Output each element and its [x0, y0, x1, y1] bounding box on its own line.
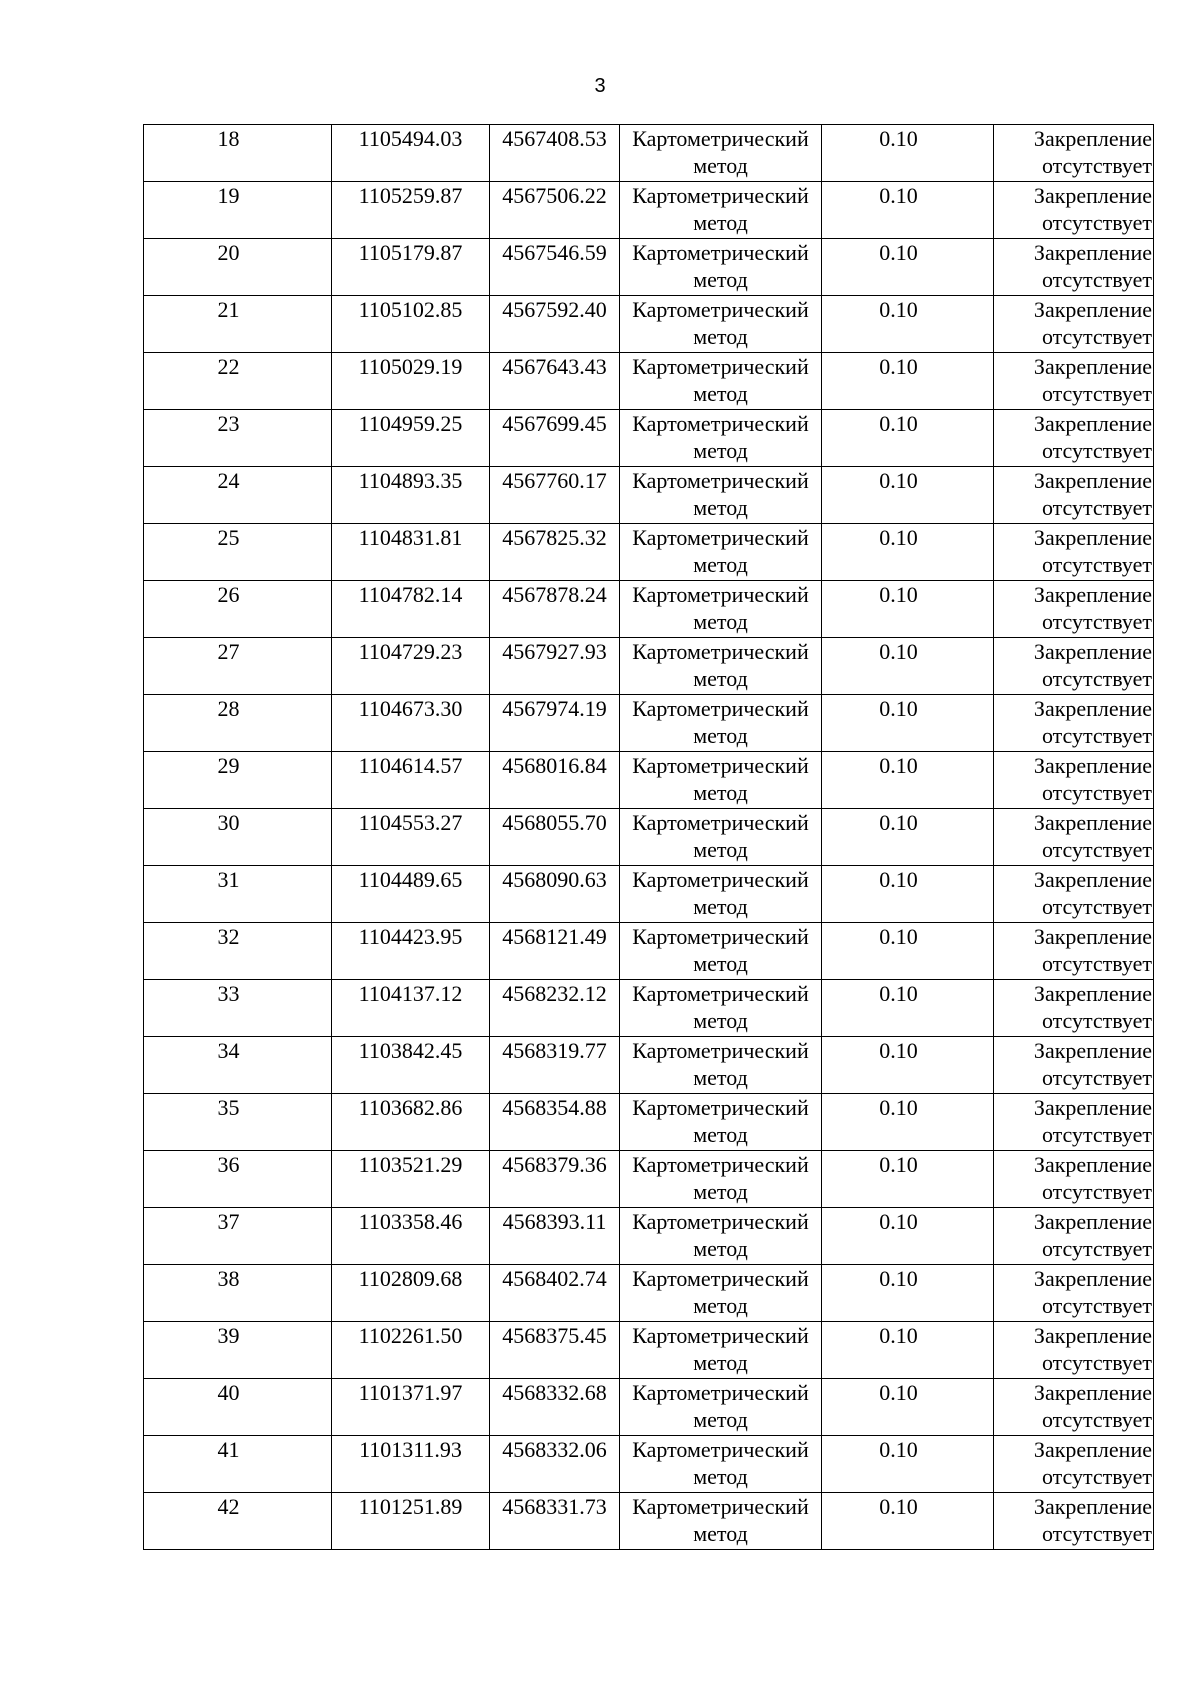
- y-coordinate-cell: 4567974.19: [490, 695, 620, 752]
- y-coordinate-cell: 4567643.43: [490, 353, 620, 410]
- method-cell: [620, 296, 822, 353]
- accuracy-cell: 0.10: [822, 923, 994, 980]
- y-coordinate-cell: 4568055.70: [490, 809, 620, 866]
- fixing-cell: [994, 410, 1154, 467]
- y-coordinate-cell: 4568332.68: [490, 1379, 620, 1436]
- table-row: [144, 1379, 1154, 1436]
- method-line: метод: [693, 1293, 748, 1318]
- table-row: [144, 467, 1154, 524]
- fixing-cell: [994, 239, 1154, 296]
- method-line: Картометрический: [632, 810, 809, 835]
- method-line: метод: [693, 210, 748, 235]
- method-line: метод: [693, 552, 748, 577]
- fixing-cell: [994, 866, 1154, 923]
- fixing-line: отсутствует: [1041, 723, 1152, 748]
- method-cell: [620, 695, 822, 752]
- accuracy-cell: 0.10: [822, 1379, 994, 1436]
- x-coordinate-cell: 1105029.19: [332, 353, 490, 410]
- table-row: [144, 524, 1154, 581]
- method-cell: [620, 410, 822, 467]
- fixing-cell: [994, 467, 1154, 524]
- x-coordinate-cell: 1105259.87: [332, 182, 490, 239]
- method-line: метод: [693, 495, 748, 520]
- method-cell: [620, 1265, 822, 1322]
- fixing-line: отсутствует: [1041, 837, 1152, 862]
- method-cell: [620, 239, 822, 296]
- fixing-line: Закрепление: [1033, 1209, 1152, 1234]
- fixing-cell: [994, 581, 1154, 638]
- point-number-cell: 19: [144, 182, 332, 239]
- y-coordinate-cell: 4568090.63: [490, 866, 620, 923]
- fixing-line: отсутствует: [1041, 780, 1152, 805]
- x-coordinate-cell: 1102261.50: [332, 1322, 490, 1379]
- table-row: [144, 1151, 1154, 1208]
- fixing-line: отсутствует: [1041, 1407, 1152, 1432]
- method-line: Картометрический: [632, 297, 809, 322]
- x-coordinate-cell: 1102809.68: [332, 1265, 490, 1322]
- x-coordinate-cell: 1105102.85: [332, 296, 490, 353]
- fixing-line: Закрепление: [1033, 1437, 1152, 1462]
- y-coordinate-cell: 4567878.24: [490, 581, 620, 638]
- accuracy-cell: 0.10: [822, 125, 994, 182]
- y-coordinate-cell: 4567927.93: [490, 638, 620, 695]
- point-number-cell: 27: [144, 638, 332, 695]
- method-cell: [620, 1094, 822, 1151]
- fixing-line: отсутствует: [1041, 495, 1152, 520]
- y-coordinate-cell: 4568016.84: [490, 752, 620, 809]
- method-line: Картометрический: [632, 924, 809, 949]
- y-coordinate-cell: 4568332.06: [490, 1436, 620, 1493]
- fixing-cell: [994, 752, 1154, 809]
- fixing-line: отсутствует: [1041, 609, 1152, 634]
- accuracy-cell: 0.10: [822, 467, 994, 524]
- accuracy-cell: 0.10: [822, 1493, 994, 1550]
- x-coordinate-cell: 1104673.30: [332, 695, 490, 752]
- y-coordinate-cell: 4567546.59: [490, 239, 620, 296]
- point-number-cell: 31: [144, 866, 332, 923]
- accuracy-cell: 0.10: [822, 752, 994, 809]
- method-cell: [620, 1493, 822, 1550]
- table-row: [144, 581, 1154, 638]
- point-number-cell: 37: [144, 1208, 332, 1265]
- method-cell: [620, 980, 822, 1037]
- method-line: Картометрический: [632, 1380, 809, 1405]
- method-line: Картометрический: [632, 867, 809, 892]
- table-row: [144, 809, 1154, 866]
- accuracy-cell: 0.10: [822, 980, 994, 1037]
- point-number-cell: 24: [144, 467, 332, 524]
- fixing-cell: [994, 524, 1154, 581]
- y-coordinate-cell: 4567592.40: [490, 296, 620, 353]
- x-coordinate-cell: 1105494.03: [332, 125, 490, 182]
- point-number-cell: 18: [144, 125, 332, 182]
- method-cell: [620, 752, 822, 809]
- x-coordinate-cell: 1101311.93: [332, 1436, 490, 1493]
- accuracy-cell: 0.10: [822, 809, 994, 866]
- method-cell: [620, 1151, 822, 1208]
- accuracy-cell: 0.10: [822, 182, 994, 239]
- fixing-line: Закрепление: [1033, 1038, 1152, 1063]
- table-row: [144, 1436, 1154, 1493]
- method-cell: [620, 581, 822, 638]
- fixing-cell: [994, 1493, 1154, 1550]
- fixing-line: отсутствует: [1041, 1521, 1152, 1546]
- y-coordinate-cell: 4568331.73: [490, 1493, 620, 1550]
- method-line: метод: [693, 438, 748, 463]
- table-row: [144, 638, 1154, 695]
- point-number-cell: 39: [144, 1322, 332, 1379]
- fixing-line: Закрепление: [1033, 753, 1152, 778]
- fixing-cell: [994, 182, 1154, 239]
- method-line: Картометрический: [632, 1095, 809, 1120]
- point-number-cell: 29: [144, 752, 332, 809]
- fixing-cell: [994, 1379, 1154, 1436]
- accuracy-cell: 0.10: [822, 866, 994, 923]
- fixing-line: Закрепление: [1033, 297, 1152, 322]
- method-line: Картометрический: [632, 1323, 809, 1348]
- fixing-cell: [994, 1208, 1154, 1265]
- fixing-line: отсутствует: [1041, 951, 1152, 976]
- fixing-line: Закрепление: [1033, 1095, 1152, 1120]
- table-row: [144, 1037, 1154, 1094]
- fixing-line: Закрепление: [1033, 1380, 1152, 1405]
- point-number-cell: 35: [144, 1094, 332, 1151]
- accuracy-cell: 0.10: [822, 410, 994, 467]
- fixing-line: отсутствует: [1041, 210, 1152, 235]
- accuracy-cell: 0.10: [822, 296, 994, 353]
- fixing-line: Закрепление: [1033, 1152, 1152, 1177]
- method-cell: [620, 467, 822, 524]
- method-line: метод: [693, 780, 748, 805]
- y-coordinate-cell: 4568379.36: [490, 1151, 620, 1208]
- fixing-cell: [994, 809, 1154, 866]
- table-body: [144, 125, 1154, 1550]
- point-number-cell: 22: [144, 353, 332, 410]
- y-coordinate-cell: 4568319.77: [490, 1037, 620, 1094]
- x-coordinate-cell: 1103358.46: [332, 1208, 490, 1265]
- method-cell: [620, 638, 822, 695]
- accuracy-cell: 0.10: [822, 1265, 994, 1322]
- x-coordinate-cell: 1104614.57: [332, 752, 490, 809]
- fixing-cell: [994, 1436, 1154, 1493]
- method-line: Картометрический: [632, 753, 809, 778]
- coordinates-table: [143, 124, 1154, 1550]
- method-line: Картометрический: [632, 354, 809, 379]
- method-line: Картометрический: [632, 1266, 809, 1291]
- point-number-cell: 42: [144, 1493, 332, 1550]
- table-row: [144, 1322, 1154, 1379]
- method-cell: [620, 1322, 822, 1379]
- table-row: [144, 410, 1154, 467]
- fixing-line: Закрепление: [1033, 924, 1152, 949]
- accuracy-cell: 0.10: [822, 581, 994, 638]
- fixing-line: Закрепление: [1033, 525, 1152, 550]
- method-line: Картометрический: [632, 639, 809, 664]
- point-number-cell: 25: [144, 524, 332, 581]
- x-coordinate-cell: 1103521.29: [332, 1151, 490, 1208]
- fixing-line: Закрепление: [1033, 183, 1152, 208]
- table-row: [144, 182, 1154, 239]
- fixing-line: отсутствует: [1041, 666, 1152, 691]
- fixing-line: отсутствует: [1041, 153, 1152, 178]
- x-coordinate-cell: 1103682.86: [332, 1094, 490, 1151]
- point-number-cell: 34: [144, 1037, 332, 1094]
- y-coordinate-cell: 4568375.45: [490, 1322, 620, 1379]
- fixing-line: отсутствует: [1041, 1008, 1152, 1033]
- fixing-line: Закрепление: [1033, 582, 1152, 607]
- accuracy-cell: 0.10: [822, 1436, 994, 1493]
- x-coordinate-cell: 1104831.81: [332, 524, 490, 581]
- table-row: [144, 1208, 1154, 1265]
- x-coordinate-cell: 1104782.14: [332, 581, 490, 638]
- accuracy-cell: 0.10: [822, 695, 994, 752]
- accuracy-cell: 0.10: [822, 524, 994, 581]
- method-cell: [620, 182, 822, 239]
- method-cell: [620, 1436, 822, 1493]
- method-line: метод: [693, 1464, 748, 1489]
- fixing-line: Закрепление: [1033, 1323, 1152, 1348]
- fixing-cell: [994, 125, 1154, 182]
- table-row: [144, 353, 1154, 410]
- x-coordinate-cell: 1104553.27: [332, 809, 490, 866]
- table-row: [144, 980, 1154, 1037]
- table-row: [144, 923, 1154, 980]
- fixing-cell: [994, 923, 1154, 980]
- method-line: Картометрический: [632, 1038, 809, 1063]
- table-row: [144, 296, 1154, 353]
- fixing-line: отсутствует: [1041, 1293, 1152, 1318]
- method-cell: [620, 1208, 822, 1265]
- point-number-cell: 23: [144, 410, 332, 467]
- y-coordinate-cell: 4568393.11: [490, 1208, 620, 1265]
- point-number-cell: 32: [144, 923, 332, 980]
- method-line: метод: [693, 1122, 748, 1147]
- method-line: метод: [693, 609, 748, 634]
- fixing-line: отсутствует: [1041, 1464, 1152, 1489]
- method-line: Картометрический: [632, 582, 809, 607]
- x-coordinate-cell: 1104489.65: [332, 866, 490, 923]
- fixing-line: Закрепление: [1033, 639, 1152, 664]
- x-coordinate-cell: 1101251.89: [332, 1493, 490, 1550]
- fixing-line: отсутствует: [1041, 381, 1152, 406]
- method-cell: [620, 1037, 822, 1094]
- x-coordinate-cell: 1104137.12: [332, 980, 490, 1037]
- method-line: метод: [693, 894, 748, 919]
- x-coordinate-cell: 1104893.35: [332, 467, 490, 524]
- x-coordinate-cell: 1101371.97: [332, 1379, 490, 1436]
- method-line: Картометрический: [632, 183, 809, 208]
- table-row: [144, 125, 1154, 182]
- fixing-line: отсутствует: [1041, 267, 1152, 292]
- fixing-line: Закрепление: [1033, 468, 1152, 493]
- accuracy-cell: 0.10: [822, 353, 994, 410]
- point-number-cell: 28: [144, 695, 332, 752]
- table-row: [144, 695, 1154, 752]
- fixing-line: Закрепление: [1033, 981, 1152, 1006]
- method-cell: [620, 809, 822, 866]
- y-coordinate-cell: 4567699.45: [490, 410, 620, 467]
- method-line: Картометрический: [632, 411, 809, 436]
- table-row: [144, 1265, 1154, 1322]
- method-line: Картометрический: [632, 1209, 809, 1234]
- fixing-cell: [994, 1094, 1154, 1151]
- method-line: метод: [693, 951, 748, 976]
- method-line: Картометрический: [632, 1437, 809, 1462]
- y-coordinate-cell: 4567408.53: [490, 125, 620, 182]
- accuracy-cell: 0.10: [822, 1208, 994, 1265]
- method-line: Картометрический: [632, 981, 809, 1006]
- method-cell: [620, 524, 822, 581]
- table-row: [144, 239, 1154, 296]
- point-number-cell: 30: [144, 809, 332, 866]
- fixing-cell: [994, 695, 1154, 752]
- fixing-line: Закрепление: [1033, 1494, 1152, 1519]
- fixing-line: отсутствует: [1041, 552, 1152, 577]
- accuracy-cell: 0.10: [822, 1037, 994, 1094]
- method-cell: [620, 923, 822, 980]
- method-line: метод: [693, 153, 748, 178]
- method-line: Картометрический: [632, 696, 809, 721]
- y-coordinate-cell: 4568232.12: [490, 980, 620, 1037]
- method-line: метод: [693, 381, 748, 406]
- fixing-line: Закрепление: [1033, 810, 1152, 835]
- y-coordinate-cell: 4568121.49: [490, 923, 620, 980]
- point-number-cell: 33: [144, 980, 332, 1037]
- fixing-cell: [994, 1322, 1154, 1379]
- x-coordinate-cell: 1103842.45: [332, 1037, 490, 1094]
- method-line: метод: [693, 666, 748, 691]
- method-line: метод: [693, 324, 748, 349]
- method-line: метод: [693, 1350, 748, 1375]
- x-coordinate-cell: 1104959.25: [332, 410, 490, 467]
- method-cell: [620, 353, 822, 410]
- fixing-line: отсутствует: [1041, 1179, 1152, 1204]
- fixing-line: Закрепление: [1033, 126, 1152, 151]
- point-number-cell: 21: [144, 296, 332, 353]
- method-line: Картометрический: [632, 1494, 809, 1519]
- fixing-cell: [994, 980, 1154, 1037]
- method-line: Картометрический: [632, 1152, 809, 1177]
- fixing-line: отсутствует: [1041, 1065, 1152, 1090]
- method-line: метод: [693, 1407, 748, 1432]
- method-line: метод: [693, 1521, 748, 1546]
- table-row: [144, 866, 1154, 923]
- fixing-line: отсутствует: [1041, 1236, 1152, 1261]
- y-coordinate-cell: 4568402.74: [490, 1265, 620, 1322]
- point-number-cell: 26: [144, 581, 332, 638]
- table-row: [144, 1094, 1154, 1151]
- fixing-line: отсутствует: [1041, 894, 1152, 919]
- point-number-cell: 20: [144, 239, 332, 296]
- method-line: Картометрический: [632, 240, 809, 265]
- fixing-line: Закрепление: [1033, 1266, 1152, 1291]
- fixing-line: Закрепление: [1033, 696, 1152, 721]
- point-number-cell: 36: [144, 1151, 332, 1208]
- x-coordinate-cell: 1104729.23: [332, 638, 490, 695]
- fixing-line: Закрепление: [1033, 354, 1152, 379]
- fixing-line: Закрепление: [1033, 867, 1152, 892]
- y-coordinate-cell: 4567825.32: [490, 524, 620, 581]
- y-coordinate-cell: 4567760.17: [490, 467, 620, 524]
- fixing-line: Закрепление: [1033, 240, 1152, 265]
- accuracy-cell: 0.10: [822, 239, 994, 296]
- fixing-line: отсутствует: [1041, 324, 1152, 349]
- fixing-line: отсутствует: [1041, 1122, 1152, 1147]
- fixing-cell: [994, 638, 1154, 695]
- accuracy-cell: 0.10: [822, 1322, 994, 1379]
- method-line: метод: [693, 837, 748, 862]
- method-line: метод: [693, 1008, 748, 1033]
- accuracy-cell: 0.10: [822, 638, 994, 695]
- method-line: метод: [693, 267, 748, 292]
- point-number-cell: 41: [144, 1436, 332, 1493]
- x-coordinate-cell: 1105179.87: [332, 239, 490, 296]
- table-row: [144, 752, 1154, 809]
- method-cell: [620, 1379, 822, 1436]
- method-line: Картометрический: [632, 468, 809, 493]
- method-line: метод: [693, 723, 748, 748]
- fixing-line: отсутствует: [1041, 1350, 1152, 1375]
- method-cell: [620, 125, 822, 182]
- fixing-cell: [994, 1265, 1154, 1322]
- fixing-line: Закрепление: [1033, 411, 1152, 436]
- method-line: Картометрический: [632, 525, 809, 550]
- method-line: Картометрический: [632, 126, 809, 151]
- method-line: метод: [693, 1236, 748, 1261]
- method-line: метод: [693, 1179, 748, 1204]
- method-cell: [620, 866, 822, 923]
- fixing-line: отсутствует: [1041, 438, 1152, 463]
- y-coordinate-cell: 4568354.88: [490, 1094, 620, 1151]
- method-line: метод: [693, 1065, 748, 1090]
- y-coordinate-cell: 4567506.22: [490, 182, 620, 239]
- point-number-cell: 38: [144, 1265, 332, 1322]
- accuracy-cell: 0.10: [822, 1151, 994, 1208]
- fixing-cell: [994, 353, 1154, 410]
- fixing-cell: [994, 1151, 1154, 1208]
- fixing-cell: [994, 1037, 1154, 1094]
- x-coordinate-cell: 1104423.95: [332, 923, 490, 980]
- page-number: 3: [594, 75, 606, 97]
- point-number-cell: 40: [144, 1379, 332, 1436]
- accuracy-cell: 0.10: [822, 1094, 994, 1151]
- fixing-cell: [994, 296, 1154, 353]
- table-row: [144, 1493, 1154, 1550]
